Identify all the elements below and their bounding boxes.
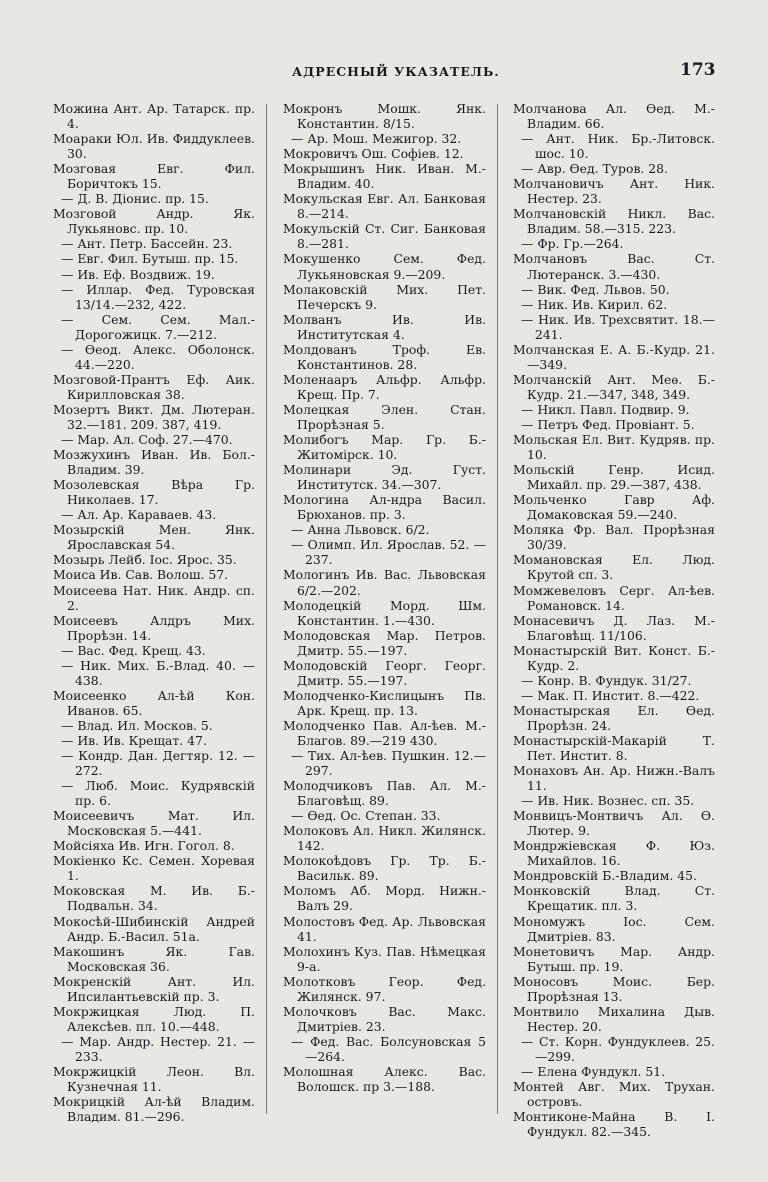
directory-entry: Монастырскій-Макарій Т. Пет. Инстит. 8. — [513, 732, 715, 764]
directory-entry: Макошинъ Як. Гав. Московская 36. — [53, 943, 255, 974]
directory-entry: Мокушенко Сем. Фед. Лукьяновская 9.—209. — [283, 251, 486, 282]
directory-entry: — Авр. Ѳед. Туров. 28. — [521, 161, 668, 177]
directory-entry: — Мар. Ал. Соф. 27.—470. — [61, 432, 233, 448]
directory-entry: — Тих. Ал-ѣев. Пушкин. 12.—297. — [291, 748, 486, 779]
directory-entry: Мокржицкая Люд. П. Алексѣев. пл. 10.—448. — [53, 1003, 255, 1034]
column-1 — [53, 101, 255, 1124]
directory-entry: Мойсіяха Ив. Игн. Гогол. 8. — [53, 838, 235, 854]
directory-entry: Молодовская Мар. Петров. Дмитр. 55.—197. — [283, 627, 486, 658]
directory-entry: — Никл. Павл. Подвир. 9. — [521, 401, 690, 417]
directory-entry: Молчановичъ Ант. Ник. Нестер. 23. — [513, 176, 715, 207]
directory-entry: — Ив. Ив. Крещат. 47. — [61, 732, 207, 748]
directory-entry: — Евг. Фил. Бутыш. пр. 15. — [61, 251, 239, 267]
directory-entry: Мокронъ Мошк. Янк. Константин. 8/15. — [283, 101, 486, 132]
directory-entry: — Ник. Мих. Б.-Влад. 40. —438. — [61, 657, 255, 688]
directory-entry: — Ар. Мош. Межигор. 32. — [291, 131, 462, 147]
directory-entry: — Д. В. Діонис. пр. 15. — [61, 191, 209, 207]
directory-entry: — Ѳед. Ос. Степан. 33. — [291, 808, 441, 824]
directory-entry: Мокрицкій Ал-ѣй Владим. Владим. 81.—296. — [53, 1094, 255, 1125]
directory-entry: — Ант. Петр. Бассейн. 23. — [61, 236, 233, 252]
directory-entry: Мокржицкій Леон. Вл. Кузнечная 11. — [53, 1064, 255, 1095]
directory-entry: — Олимп. Ил. Ярослав. 52. —237. — [291, 537, 486, 568]
directory-entry: Мологина Ал-ндра Васил. Брюханов. пр. 3. — [283, 492, 486, 523]
directory-entry: Молчанскій Ант. Меѳ. Б.-Кудр. 21.—347, 348, 349. — [513, 371, 715, 402]
directory-entry: Мозертъ Викт. Дм. Лютеран. 32.—181. 209. 387, 419. — [53, 401, 255, 432]
directory-entry: — Елена Фундукл. 51. — [521, 1064, 666, 1079]
directory-entry: — Петръ Фед. Провіант. 5. — [521, 416, 695, 432]
column-3 — [513, 101, 715, 1139]
directory-entry: Момановская Ел. Люд. Крутой сп. 3. — [513, 552, 715, 583]
directory-entry: Молотковъ Геор. Фед. Жилянск. 97. — [283, 973, 486, 1004]
directory-entry: Мондровскій Б.-Владим. 45. — [513, 868, 697, 884]
directory-entry: Монтвило Михалина Дыв. Нестер. 20. — [513, 1003, 715, 1034]
directory-entry: — Фед. Вас. Болсуновская 5—264. — [291, 1033, 486, 1064]
directory-entry: Молодецкій Морд. Шм. Константин. 1.—430. — [283, 597, 486, 628]
directory-entry: Молчанова Ал. Ѳед. М.-Владим. 66. — [513, 101, 715, 132]
directory-entry: Монетовичъ Мар. Андр. Бутыш. пр. 19. — [513, 943, 715, 974]
directory-entry: Моисеевъ Алдръ Мих. Прорѣзн. 14. — [53, 612, 255, 643]
column-divider — [266, 104, 267, 1114]
directory-entry: Мозговой Андр. Як. Лукьяновс. пр. 10. — [53, 206, 255, 237]
directory-entry: Мольченко Гавр Аф. Домаковская 59.—240. — [513, 492, 715, 523]
directory-entry: — Конр. В. Фундук. 31/27. — [521, 672, 692, 688]
directory-entry: — Иллар. Фед. Туровская 13/14.—232, 422. — [61, 281, 255, 312]
directory-entry: — Сем. Сем. Мал.-Дорогожицк. 7.—212. — [61, 311, 255, 342]
directory-entry: — Ѳеод. Алекс. Оболонск. 44.—220. — [61, 341, 255, 372]
page-number: 173 — [680, 60, 716, 80]
directory-entry: Мозговая Евг. Фил. Боричтокъ 15. — [53, 161, 255, 192]
directory-entry: — Вик. Фед. Львов. 50. — [521, 281, 670, 297]
directory-entry: Молоковъ Ал. Никл. Жилянск. 142. — [283, 823, 486, 854]
directory-entry: — Люб. Моис. Кудрявскій пр. 6. — [61, 778, 255, 809]
directory-entry: Моараки Юл. Ив. Фиддуклеев. 30. — [53, 131, 255, 162]
directory-entry: Молаковскій Мих. Пет. Печерскъ 9. — [283, 281, 486, 312]
directory-entry: Мокренскій Ант. Ил. Ипсилантьевскій пр. 3. — [53, 973, 255, 1004]
directory-entry: Моисеевичъ Мат. Ил. Московская 5.—441. — [53, 808, 255, 839]
directory-entry: Молодченко-Кислицынъ Пв. Арк. Крещ. пр. 13. — [283, 687, 486, 718]
directory-entry: Молодовскій Георг. Георг. Дмитр. 55.—197. — [283, 657, 486, 688]
directory-entry: Мондржіевская Ф. Юз. Михайлов. 16. — [513, 838, 715, 869]
directory-entry: Монаховъ Ан. Ар. Нижн.-Валъ 11. — [513, 763, 715, 794]
directory-entry: Монастырскій Вит. Конст. Б.-Кудр. 2. — [513, 642, 715, 673]
directory-entry: Моносовъ Моис. Бер. Прорѣзная 13. — [513, 973, 715, 1004]
directory-entry: Мокульскій Ст. Сиг. Банковая 8.—281. — [283, 221, 486, 252]
directory-entry: Моковская М. Ив. Б.-Подвальн. 34. — [53, 883, 255, 914]
directory-entry: — Кондр. Дан. Дегтяр. 12. —272. — [61, 748, 255, 779]
directory-entry: Молохинъ Куз. Пав. Нѣмецкая 9-а. — [283, 943, 486, 974]
directory-entry: Мозжухинъ Иван. Ив. Бол.-Владим. 39. — [53, 447, 255, 478]
directory-entry: — Мак. П. Инстит. 8.—422. — [521, 687, 700, 703]
directory-entry: — Ив. Еф. Воздвиж. 19. — [61, 266, 215, 282]
directory-entry: Молодченко Пав. Ал-ѣев. М.-Благов. 89.—219 430. — [283, 717, 486, 748]
directory-entry: Мокіенко Кс. Семен. Хоревая 1. — [53, 853, 255, 884]
directory-entry: Монасевичъ Д. Лаз. М.-Благовѣщ. 11/106. — [513, 612, 715, 643]
directory-entry: Моиса Ив. Сав. Волош. 57. — [53, 567, 229, 583]
directory-entry: Молчановъ Вас. Ст. Лютеранск. 3.—430. — [513, 251, 715, 282]
directory-entry: Мокрышинъ Ник. Иван. М.-Владим. 40. — [283, 161, 486, 192]
directory-entry: — Вас. Фед. Крещ. 43. — [61, 642, 206, 658]
directory-entry: Молочковъ Вас. Макс. Дмитріев. 23. — [283, 1003, 486, 1034]
column-divider — [497, 104, 498, 1114]
directory-entry: Мозолевская Вѣра Гр. Николаев. 17. — [53, 477, 255, 508]
directory-entry: Молибогъ Мар. Гр. Б.-Житомірск. 10. — [283, 432, 486, 463]
directory-entry: Можина Ант. Ар. Татарск. пр. 4. — [53, 101, 255, 132]
directory-entry: Молокоѣдовъ Гр. Тр. Б.-Васильк. 89. — [283, 853, 486, 884]
directory-entry: — Влад. Ил. Москов. 5. — [61, 717, 213, 733]
directory-entry: — Ник. Ив. Кирил. 62. — [521, 296, 668, 312]
directory-entry: — Анна Львовск. 6/2. — [291, 522, 430, 538]
directory-entry: Молодчиковъ Пав. Ал. М.-Благовѣщ. 89. — [283, 778, 486, 809]
directory-entry: — Ив. Ник. Вознес. сп. 35. — [521, 793, 695, 809]
directory-entry: Молванъ Ив. Ив. Институтская 4. — [283, 311, 486, 342]
directory-entry: — Фр. Гр.—264. — [521, 236, 624, 252]
directory-entry: Молостовъ Фед. Ар. Львовская 41. — [283, 913, 486, 944]
directory-entry: Монастырская Ел. Ѳед. Прорѣзн. 24. — [513, 702, 715, 733]
directory-entry: Монтиконе-Майна В. І. Фундукл. 82.—345. — [513, 1109, 715, 1140]
directory-entry: Мокровичъ Ош. Софіев. 12. — [283, 146, 464, 162]
directory-entry: Монвицъ-Монтвичъ Ал. Ѳ. Лютер. 9. — [513, 808, 715, 839]
directory-entry: — Ал. Ар. Караваев. 43. — [61, 507, 217, 523]
directory-entry: Мозговой-Прантъ Еф. Аик. Кирилловская 38. — [53, 371, 255, 402]
directory-entry: Моломъ Аб. Морд. Нижн.-Валъ 29. — [283, 883, 486, 914]
directory-entry: Мольская Ел. Вит. Кудряв. пр. 10. — [513, 432, 715, 463]
directory-entry: Моляка Фр. Вал. Прорѣзная 30/39. — [513, 522, 715, 553]
directory-entry: Молецкая Элен. Стан. Прорѣзная 5. — [283, 401, 486, 432]
directory-entry: Мокульская Евг. Ал. Банковая 8.—214. — [283, 191, 486, 222]
running-header: АДРЕСНЫЙ УКАЗАТЕЛЬ. — [292, 64, 500, 79]
directory-entry: Моисеенко Ал-ѣй Кон. Иванов. 65. — [53, 687, 255, 718]
directory-entry: Молинари Эд. Густ. Институтск. 34.—307. — [283, 462, 486, 493]
directory-entry: Мозырь Лейб. Іос. Ярос. 35. — [53, 552, 237, 568]
directory-entry: Молдованъ Троф. Ев. Константинов. 28. — [283, 341, 486, 372]
directory-entry: Мономужъ Іос. Сем. Дмитріев. 83. — [513, 913, 715, 944]
column-2 — [283, 101, 486, 1094]
directory-entry: — Ник. Ив. Трехсвятит. 18.—241. — [521, 311, 715, 342]
directory-entry: Молчанская Е. А. Б.-Кудр. 21.—349. — [513, 341, 715, 372]
directory-entry: — Ант. Ник. Бр.-Литовск. шос. 10. — [521, 131, 715, 162]
directory-entry: Мозырскій Мен. Янк. Ярославская 54. — [53, 522, 255, 553]
directory-entry: Мольскій Генр. Исид. Михайл. пр. 29.—387, 438. — [513, 462, 715, 493]
directory-entry: — Мар. Андр. Нестер. 21. —233. — [61, 1033, 255, 1064]
directory-entry: Монтей Авг. Мих. Трухан. островъ. — [513, 1079, 715, 1110]
directory-entry: Монковскій Влад. Ст. Крещатик. пл. 3. — [513, 883, 715, 914]
directory-entry: Моленааръ Альфр. Альфр. Крещ. Пр. 7. — [283, 371, 486, 402]
directory-entry: Момжевеловъ Серг. Ал-ѣев. Романовск. 14. — [513, 582, 715, 613]
directory-entry: Моисеева Нат. Ник. Андр. сп. 2. — [53, 582, 255, 613]
directory-entry: — Ст. Корн. Фундуклеев. 25.—299. — [521, 1033, 715, 1064]
directory-entry: Молошная Алекс. Вас. Волошск. пр 3.—188. — [283, 1064, 486, 1095]
directory-entry: Мокосѣй-Шибинскій Андрей Андр. Б.-Васил. 51а. — [53, 913, 255, 944]
directory-entry: Мологинъ Ив. Вас. Львовская 6/2.—202. — [283, 567, 486, 598]
directory-entry: Молчановскій Никл. Вас. Владим. 58.—315. 223. — [513, 206, 715, 237]
